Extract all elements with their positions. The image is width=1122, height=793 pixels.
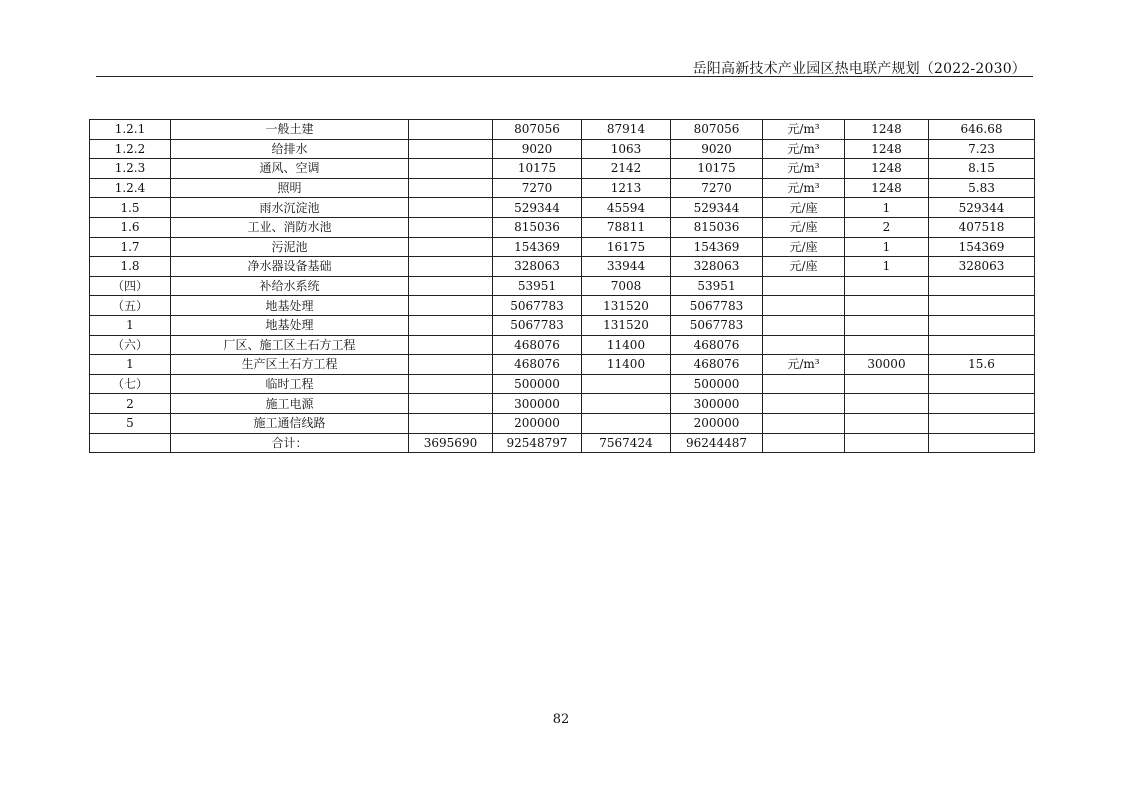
cell-item-number: 1.5 <box>90 198 171 218</box>
cell-unit: 元/座 <box>763 198 845 218</box>
cell-equipment-cost <box>409 335 493 355</box>
cell-total-cost: 7270 <box>671 178 763 198</box>
cell-install-cost: 11400 <box>582 355 671 375</box>
cell-item-name: 生产区土石方工程 <box>171 355 409 375</box>
cell-quantity: 1248 <box>845 159 929 179</box>
cell-construction-cost: 500000 <box>493 374 582 394</box>
cell-item-name: 厂区、施工区土石方工程 <box>171 335 409 355</box>
cell-construction-cost: 529344 <box>493 198 582 218</box>
cell-install-cost: 131520 <box>582 315 671 335</box>
cell-total-cost: 5067783 <box>671 296 763 316</box>
cell-unit-price <box>929 276 1035 296</box>
cell-equipment-cost <box>409 413 493 433</box>
cell-install-cost: 45594 <box>582 198 671 218</box>
cell-item-number: 5 <box>90 413 171 433</box>
cell-install-cost: 87914 <box>582 120 671 140</box>
cell-unit-price <box>929 433 1035 453</box>
cell-total-cost: 328063 <box>671 257 763 277</box>
cell-equipment-cost <box>409 237 493 257</box>
cell-unit-price <box>929 413 1035 433</box>
cell-equipment-cost <box>409 276 493 296</box>
table-row <box>90 237 1035 257</box>
cell-item-number: 1.2.4 <box>90 178 171 198</box>
cell-quantity: 30000 <box>845 355 929 375</box>
cell-unit-price: 407518 <box>929 217 1035 237</box>
cell-item-name: 照明 <box>171 178 409 198</box>
cell-construction-cost: 154369 <box>493 237 582 257</box>
cell-construction-cost: 10175 <box>493 159 582 179</box>
cell-install-cost: 7008 <box>582 276 671 296</box>
cell-total-cost: 815036 <box>671 217 763 237</box>
cell-equipment-cost <box>409 394 493 414</box>
table-row <box>90 374 1035 394</box>
cell-quantity: 1248 <box>845 178 929 198</box>
cell-unit-price: 8.15 <box>929 159 1035 179</box>
cell-quantity <box>845 276 929 296</box>
cell-item-name: 雨水沉淀池 <box>171 198 409 218</box>
cell-construction-cost: 815036 <box>493 217 582 237</box>
cell-item-number: （四） <box>90 276 171 296</box>
cell-unit-price <box>929 296 1035 316</box>
table-row <box>90 217 1035 237</box>
cell-quantity <box>845 413 929 433</box>
cell-construction-cost: 807056 <box>493 120 582 140</box>
cell-equipment-cost <box>409 159 493 179</box>
cell-item-number: 2 <box>90 394 171 414</box>
cell-equipment-cost <box>409 178 493 198</box>
cell-install-cost: 2142 <box>582 159 671 179</box>
cell-unit <box>763 276 845 296</box>
cell-equipment-cost <box>409 315 493 335</box>
cell-item-name: 施工通信线路 <box>171 413 409 433</box>
cell-item-number: （七） <box>90 374 171 394</box>
cell-construction-cost: 7270 <box>493 178 582 198</box>
cell-unit-price <box>929 394 1035 414</box>
cost-estimate-table <box>89 119 1035 453</box>
cell-item-number: 1.6 <box>90 217 171 237</box>
cell-item-name: 给排水 <box>171 139 409 159</box>
cell-unit-price: 646.68 <box>929 120 1035 140</box>
cell-install-cost: 7567424 <box>582 433 671 453</box>
cell-install-cost: 16175 <box>582 237 671 257</box>
cell-unit: 元/m³ <box>763 159 845 179</box>
cell-quantity: 1248 <box>845 139 929 159</box>
cell-item-number <box>90 433 171 453</box>
cell-install-cost: 1213 <box>582 178 671 198</box>
cell-unit: 元/m³ <box>763 355 845 375</box>
cell-construction-cost: 200000 <box>493 413 582 433</box>
cell-unit <box>763 296 845 316</box>
cell-total-cost: 9020 <box>671 139 763 159</box>
cell-total-cost: 53951 <box>671 276 763 296</box>
cell-quantity: 1 <box>845 257 929 277</box>
cell-quantity <box>845 374 929 394</box>
table-row <box>90 178 1035 198</box>
cell-unit: 元/座 <box>763 217 845 237</box>
cell-equipment-cost <box>409 120 493 140</box>
cell-unit-price <box>929 335 1035 355</box>
cell-item-name: 地基处理 <box>171 315 409 335</box>
cell-total-cost: 807056 <box>671 120 763 140</box>
cell-item-name: 合计： <box>171 433 409 453</box>
cell-item-number: 1.7 <box>90 237 171 257</box>
cell-construction-cost: 468076 <box>493 355 582 375</box>
cell-quantity <box>845 296 929 316</box>
cell-unit: 元/m³ <box>763 178 845 198</box>
cell-unit <box>763 315 845 335</box>
cell-item-name: 一般土建 <box>171 120 409 140</box>
cell-item-number: （六） <box>90 335 171 355</box>
cell-construction-cost: 53951 <box>493 276 582 296</box>
cell-equipment-cost <box>409 257 493 277</box>
cell-unit-price: 328063 <box>929 257 1035 277</box>
cell-construction-cost: 468076 <box>493 335 582 355</box>
cell-construction-cost: 300000 <box>493 394 582 414</box>
cell-item-name: 临时工程 <box>171 374 409 394</box>
table-row <box>90 139 1035 159</box>
cell-item-name: 净水器设备基础 <box>171 257 409 277</box>
table-row <box>90 159 1035 179</box>
table-row <box>90 315 1035 335</box>
cell-construction-cost: 5067783 <box>493 296 582 316</box>
cell-unit-price <box>929 315 1035 335</box>
cell-construction-cost: 328063 <box>493 257 582 277</box>
cell-item-number: （五） <box>90 296 171 316</box>
cell-total-cost: 529344 <box>671 198 763 218</box>
cell-unit-price <box>929 374 1035 394</box>
cell-unit: 元/座 <box>763 257 845 277</box>
cell-install-cost: 11400 <box>582 335 671 355</box>
cell-quantity <box>845 335 929 355</box>
cell-item-number: 1.2.3 <box>90 159 171 179</box>
cell-quantity <box>845 394 929 414</box>
cell-item-number: 1 <box>90 355 171 375</box>
cell-total-cost: 5067783 <box>671 315 763 335</box>
cell-total-cost: 10175 <box>671 159 763 179</box>
cell-equipment-cost: 3695690 <box>409 433 493 453</box>
cell-equipment-cost <box>409 355 493 375</box>
cell-unit <box>763 374 845 394</box>
cell-construction-cost: 92548797 <box>493 433 582 453</box>
cell-unit <box>763 433 845 453</box>
cell-item-name: 补给水系统 <box>171 276 409 296</box>
cell-install-cost: 33944 <box>582 257 671 277</box>
cell-item-name: 通风、空调 <box>171 159 409 179</box>
cell-quantity <box>845 315 929 335</box>
cell-unit-price: 5.83 <box>929 178 1035 198</box>
table-row <box>90 335 1035 355</box>
cell-unit <box>763 413 845 433</box>
table-row <box>90 257 1035 277</box>
cell-install-cost: 1063 <box>582 139 671 159</box>
cell-item-number: 1.2.2 <box>90 139 171 159</box>
table-row <box>90 198 1035 218</box>
cell-equipment-cost <box>409 139 493 159</box>
cell-item-number: 1 <box>90 315 171 335</box>
cell-construction-cost: 5067783 <box>493 315 582 335</box>
cell-item-name: 施工电源 <box>171 394 409 414</box>
cell-total-cost: 200000 <box>671 413 763 433</box>
cell-equipment-cost <box>409 198 493 218</box>
cell-equipment-cost <box>409 296 493 316</box>
cell-unit: 元/m³ <box>763 139 845 159</box>
cell-item-number: 1.8 <box>90 257 171 277</box>
cell-total-cost: 96244487 <box>671 433 763 453</box>
page-number: 82 <box>552 712 570 727</box>
cell-total-cost: 154369 <box>671 237 763 257</box>
cell-total-cost: 300000 <box>671 394 763 414</box>
cell-unit <box>763 335 845 355</box>
cell-item-name: 污泥池 <box>171 237 409 257</box>
cell-install-cost <box>582 374 671 394</box>
cell-install-cost: 131520 <box>582 296 671 316</box>
cell-unit-price: 7.23 <box>929 139 1035 159</box>
cell-item-name: 工业、消防水池 <box>171 217 409 237</box>
header-divider <box>96 76 1033 77</box>
cell-equipment-cost <box>409 374 493 394</box>
cell-unit-price: 15.6 <box>929 355 1035 375</box>
table-row <box>90 296 1035 316</box>
cell-unit <box>763 394 845 414</box>
cell-equipment-cost <box>409 217 493 237</box>
table-row <box>90 355 1035 375</box>
table-row <box>90 276 1035 296</box>
table-body <box>90 120 1035 453</box>
cell-install-cost <box>582 413 671 433</box>
cell-quantity <box>845 433 929 453</box>
cell-quantity: 1248 <box>845 120 929 140</box>
cell-unit: 元/m³ <box>763 120 845 140</box>
cell-construction-cost: 9020 <box>493 139 582 159</box>
cell-total-cost: 500000 <box>671 374 763 394</box>
cell-total-cost: 468076 <box>671 355 763 375</box>
cell-unit: 元/座 <box>763 237 845 257</box>
cell-quantity: 1 <box>845 198 929 218</box>
cell-unit-price: 154369 <box>929 237 1035 257</box>
cell-total-cost: 468076 <box>671 335 763 355</box>
cell-quantity: 1 <box>845 237 929 257</box>
table-row <box>90 413 1035 433</box>
table-row <box>90 394 1035 414</box>
cell-item-name: 地基处理 <box>171 296 409 316</box>
document-header-title: 岳阳高新技术产业园区热电联产规划（2022-2030） <box>692 61 1026 77</box>
cell-unit-price: 529344 <box>929 198 1035 218</box>
cell-install-cost <box>582 394 671 414</box>
table-row <box>90 433 1035 453</box>
cell-install-cost: 78811 <box>582 217 671 237</box>
cell-quantity: 2 <box>845 217 929 237</box>
table-row <box>90 120 1035 140</box>
cell-item-number: 1.2.1 <box>90 120 171 140</box>
